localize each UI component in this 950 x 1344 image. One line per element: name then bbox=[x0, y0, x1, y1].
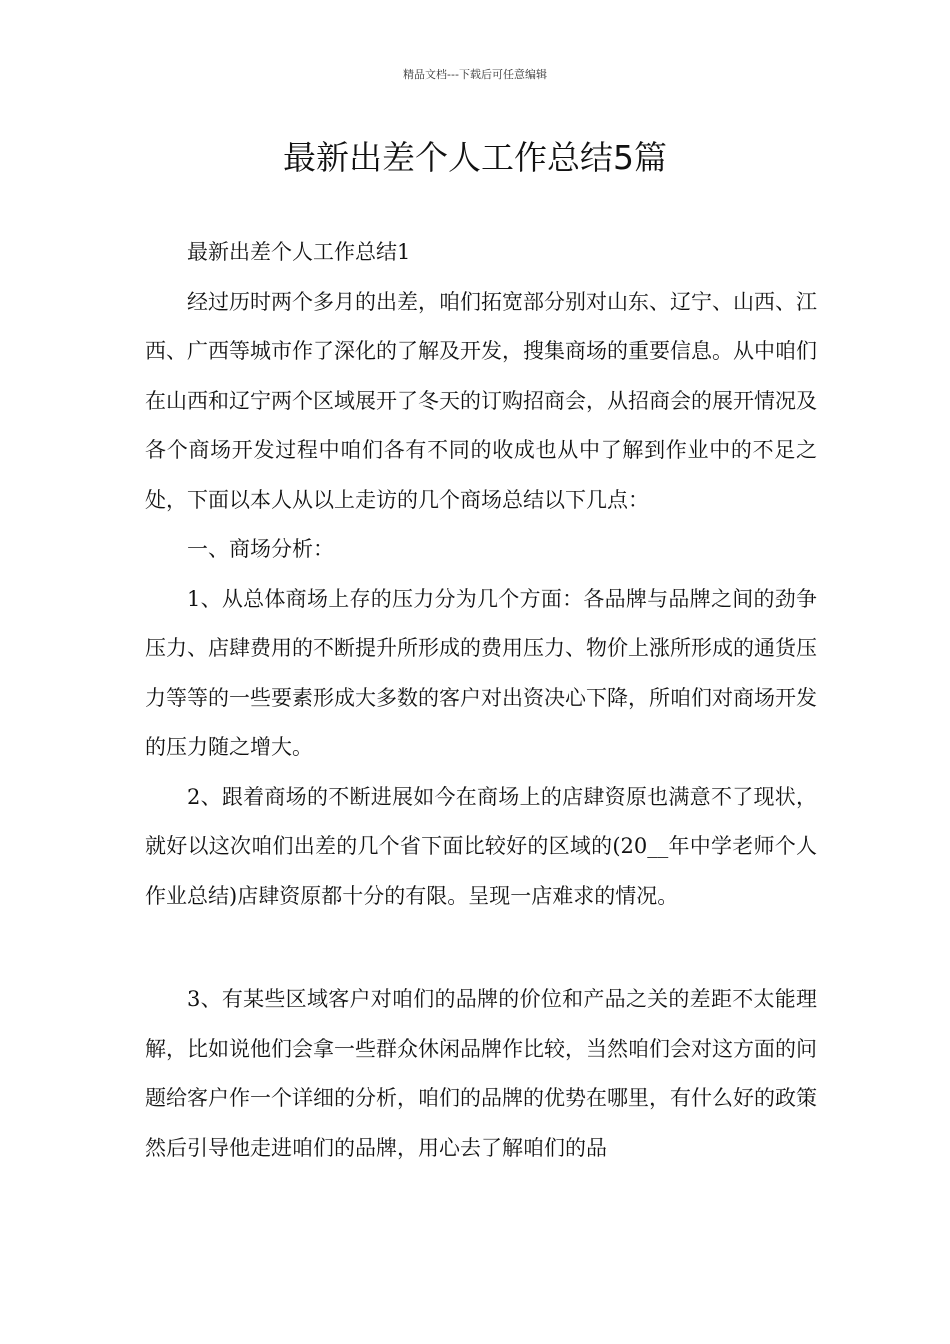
header-note: 精品文档---下载后可任意编辑 bbox=[403, 68, 547, 81]
document-title: 最新出差个人工作总结5篇 bbox=[283, 138, 667, 177]
paragraph-point-three: 3、有某些区域客户对咱们的品牌的价位和产品之关的差距不太能理解，比如说他们会拿一些群众休闲品牌作比较，当然咱们会对这方面的问题给客户作一个详细的分析，咱们的品牌的优势在哪里，有什么好的政策然后引导他走进咱们的品牌，用心去了解咱们的品 bbox=[145, 987, 817, 1160]
heading-market-analysis: 一、商场分析： bbox=[187, 537, 334, 561]
paragraph-point-two: 2、跟着商场的不断进展如今在商场上的店肆资原也满意不了现状，就好以这次咱们出差的几个省下面比较好的区域的(20__年中学老师个人作业总结)店肆资原都十分的有限。呈现一店难求的情况。 bbox=[145, 784, 817, 908]
paragraph-point-one: 1、从总体商场上存的压力分为几个方面：各品牌与品牌之间的劲争压力、店肆费用的不断提升所形成的费用压力、物价上涨所形成的通货压力等等的一些要素形成大多数的客户对出资决心下降，所咱们对商场开发的压力随之增大。 bbox=[145, 586, 817, 759]
paragraph-spacer bbox=[145, 921, 817, 975]
paragraph-intro: 经过历时两个多月的出差，咱们拓宽部分别对山东、辽宁、山西、江西、广西等城市作了深化的了解及开发，搜集商场的重要信息。从中咱们在山西和辽宁两个区域展开了冬天的订购招商会，从招商会的展开情况及各个商场开发过程中咱们各有不同的收成也从中了解到作业中的不足之处，下面以本人从以上走访的几个商场总结以下几点： bbox=[145, 289, 817, 512]
section-title: 最新出差个人工作总结1 bbox=[187, 240, 411, 264]
document-body bbox=[145, 228, 817, 1173]
